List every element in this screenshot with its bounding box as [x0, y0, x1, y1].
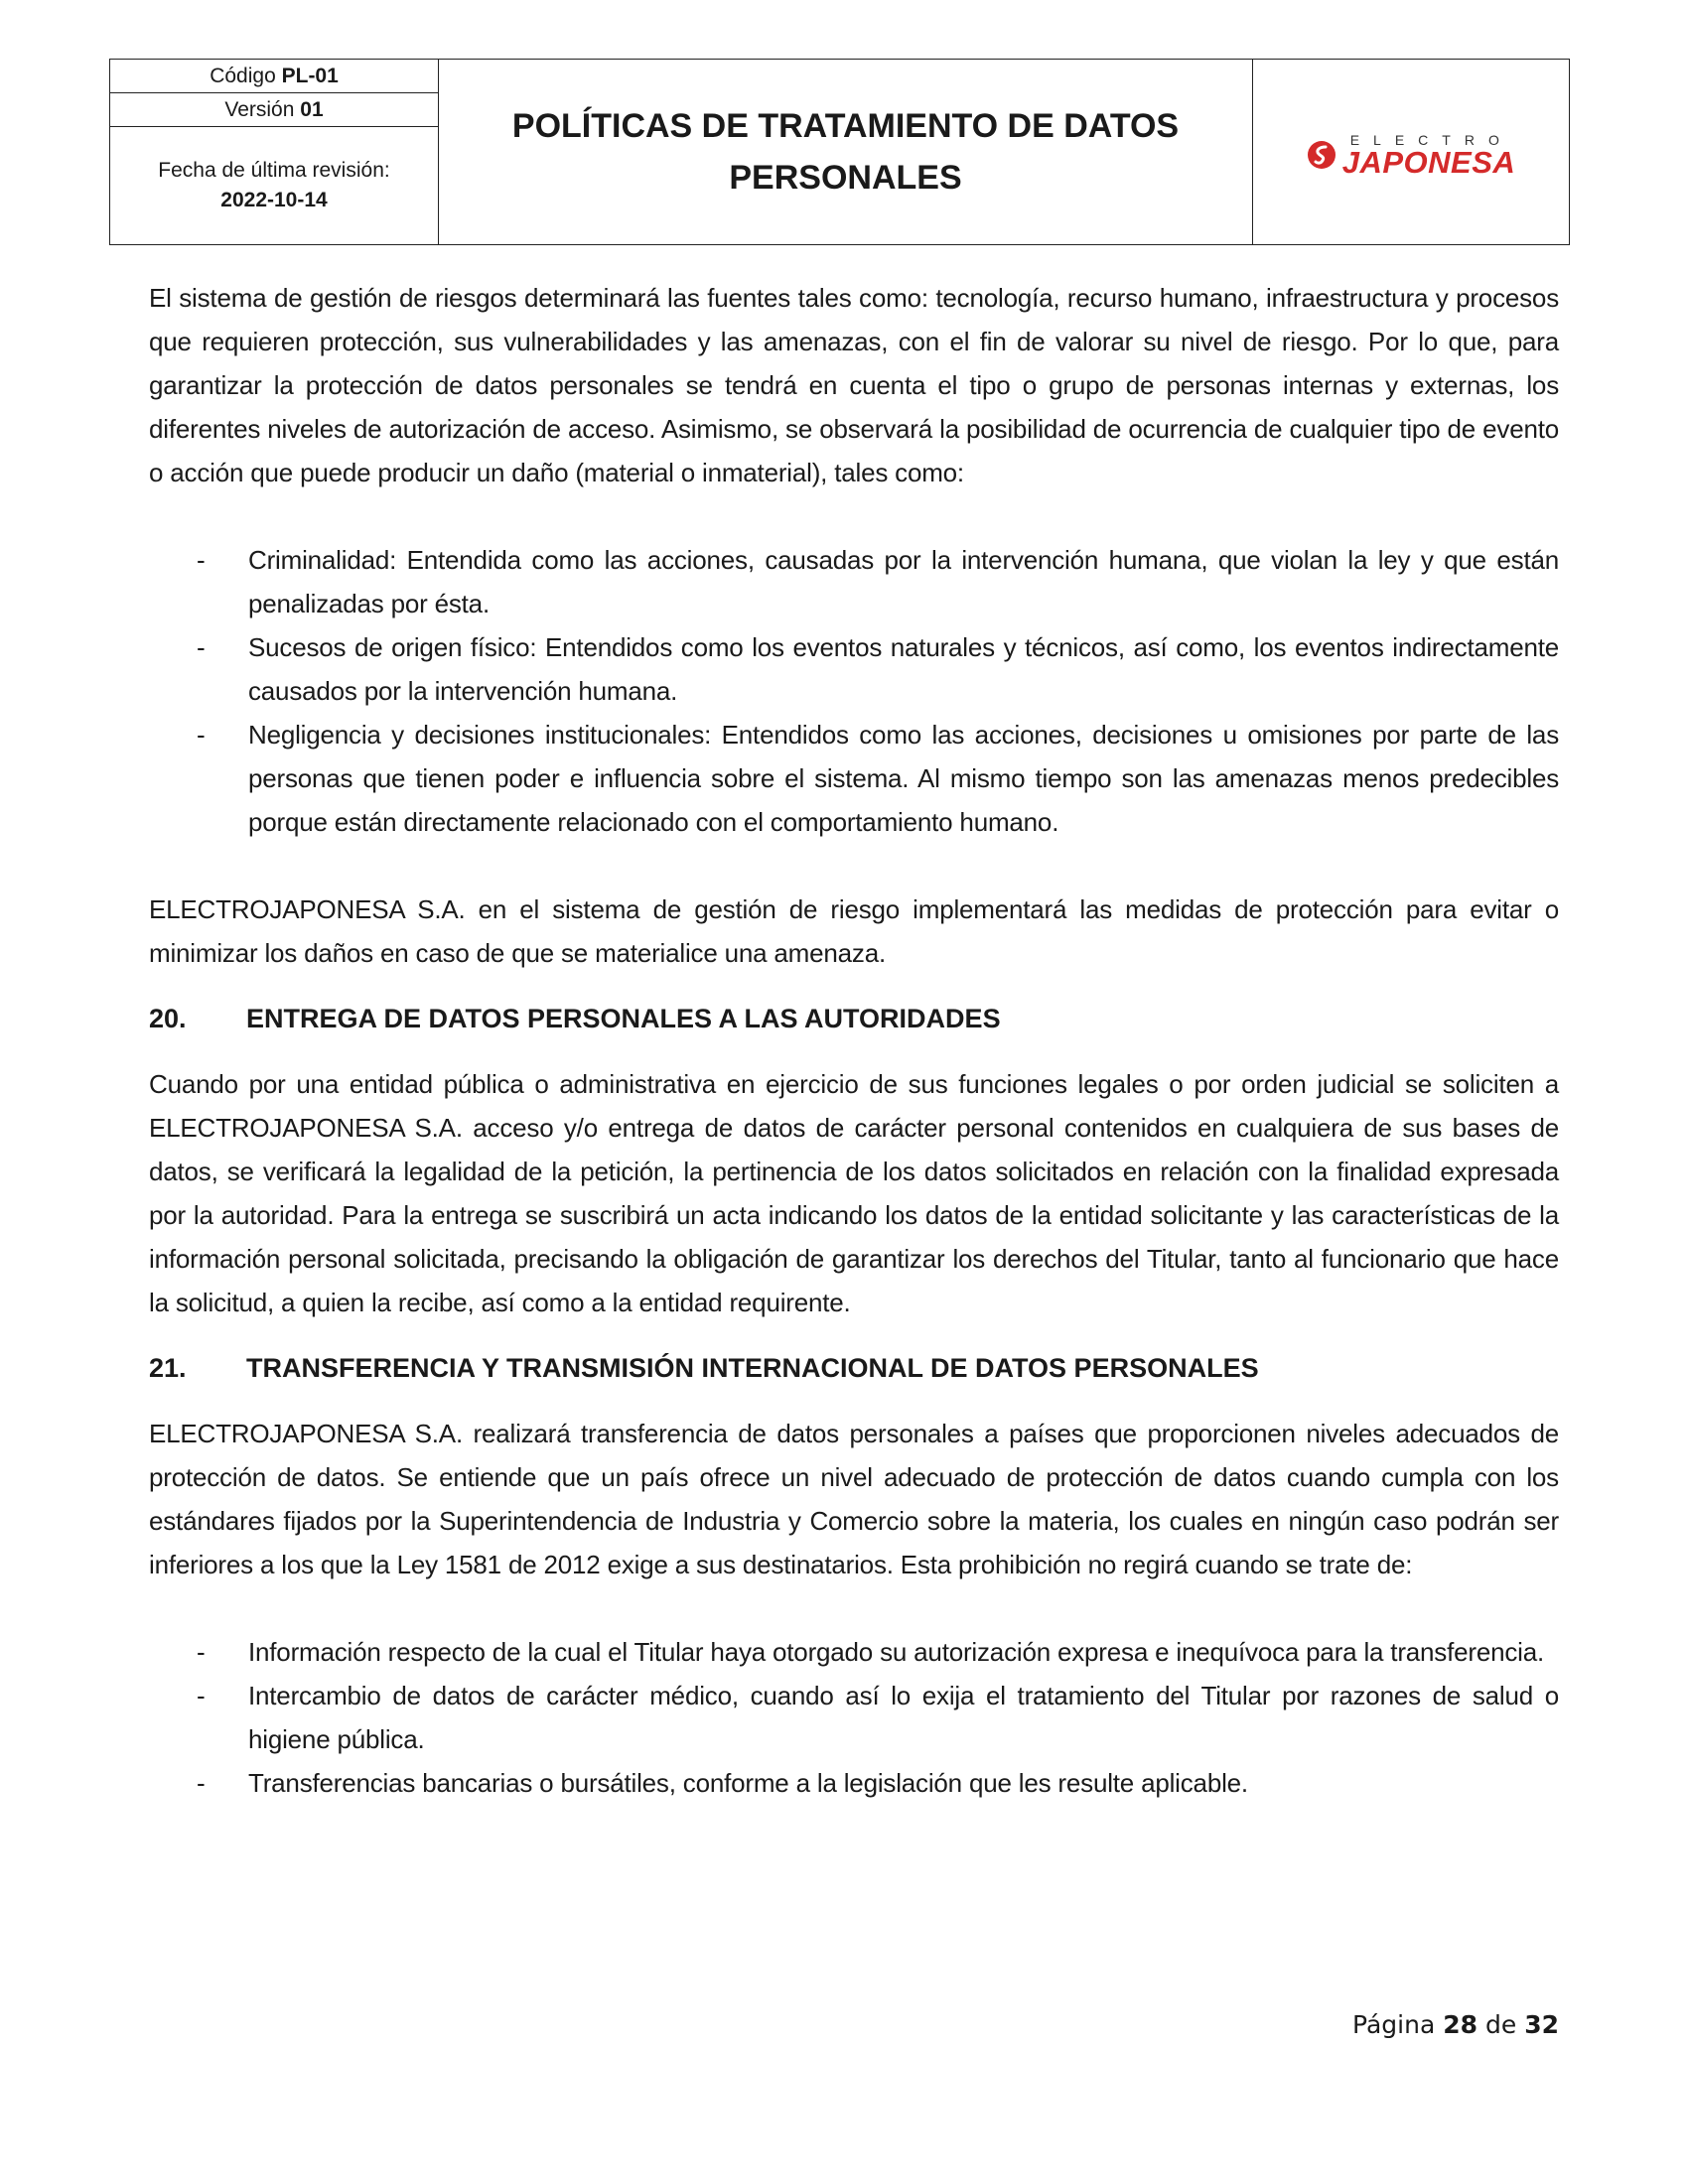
list-item: - Información respecto de la cual el Titular haya otorgado su autorización expresa e inequívoca para la transferencia.: [197, 1637, 1545, 1667]
section-title: TRANSFERENCIA Y TRANSMISIÓN INTERNACIONAL DE DATOS PERSONALES: [246, 1353, 1259, 1383]
logo-mark-icon: [1307, 140, 1336, 170]
version-value: 01: [300, 98, 324, 121]
revision-row: [110, 127, 438, 244]
company-logo: [1307, 132, 1516, 178]
list-item: - Sucesos de origen físico: Entendidos como los eventos naturales y técnicos, así como, los eventos indirectamente causados por la intervención humana.: [197, 632, 1559, 706]
title-line-1: POLÍTICAS DE TRATAMIENTO DE DATOS: [511, 107, 1180, 145]
logo-cell: [1253, 60, 1569, 244]
list-item: - Criminalidad: Entendida como las acciones, causadas por la intervención humana, que violan la ley y que están penalizadas por ésta.: [197, 545, 1559, 618]
of-label: de: [1485, 2010, 1517, 2039]
list-item: - Intercambio de datos de carácter médico, cuando así lo exija el tratamiento del Titular por razones de salud o higiene pública.: [197, 1681, 1559, 1754]
section-heading-21: [149, 1346, 1559, 1390]
section-number: 20.: [149, 1004, 187, 1033]
logo-bottom-text: JAPONESA: [1341, 145, 1516, 180]
version-row: [110, 93, 438, 127]
section-heading-20: [149, 997, 1559, 1040]
paragraph-risk-system: El sistema de gestión de riesgos determinará las fuentes tales como: tecnología, recurso humano, infraestructura y procesos que requieren protección, sus vulnerabilidades y las amenazas, con el fin de valorar su nivel de riesgo. Por lo que, para garantizar la protección de datos personales se tendrá en cuenta el tipo o grupo de personas internas y externas, los diferentes niveles de autorización de acceso. Asimismo, se observará la posibilidad de ocurrencia de cualquier tipo de evento o acción que puede producir un daño (material o inmaterial), tales como:: [149, 283, 1559, 487]
list-item: - Negligencia y decisiones institucionales: Entendidos como las acciones, decisiones u omisiones por parte de las personas que tienen poder e influencia sobre el sistema. Al mismo tiempo son las amenazas menos predecibles porque están directamente relacionado con el comportamiento humano.: [197, 720, 1559, 837]
page-total: 32: [1524, 2010, 1559, 2039]
paragraph-authorities: Cuando por una entidad pública o administrativa en ejercicio de sus funciones legales o por orden judicial se soliciten a ELECTROJAPONESA S.A. acceso y/o entrega de datos de carácter personal contenidos en cualquiera de sus bases de datos, se verificará la legalidad de la petición, la pertinencia de los datos solicitados en relación con la finalidad expresada por la autoridad. Para la entrega se suscribirá un acta indicando los datos de la entidad solicitante y las características de la información personal solicitada, precisando la obligación de garantizar los derechos del Titular, tanto al funcionario que hace la solicitud, a quien la recibe, así como a la entidad requirente.: [149, 1069, 1559, 1317]
revision-date: 2022-10-14: [220, 189, 328, 211]
page-number: [1352, 2010, 1559, 2039]
code-label: Código: [210, 65, 276, 87]
section-title: ENTREGA DE DATOS PERSONALES A LAS AUTORIDADES: [246, 1004, 1001, 1033]
logo-top-text: ELECTRO: [1349, 132, 1513, 148]
list-item: - Transferencias bancarias o bursátiles, conforme a la legislación que les resulte aplicable.: [197, 1768, 1248, 1798]
page-label: Página: [1352, 2010, 1436, 2039]
paragraph-international-transfer: ELECTROJAPONESA S.A. realizará transferencia de datos personales a países que proporcionen niveles adecuados de protección de datos. Se entiende que un país ofrece un nivel adecuado de protección de datos cuando cumpla con los estándares fijados por la Superintendencia de Industria y Comercio sobre la materia, los cuales en ningún caso podrán ser inferiores a los que la Ley 1581 de 2012 exige a sus destinatarios. Esta prohibición no regirá cuando se trate de:: [149, 1419, 1559, 1579]
revision-label: Fecha de última revisión:: [158, 159, 390, 182]
version-label: Versión: [224, 98, 295, 121]
document-body: [149, 276, 1559, 1805]
title-line-2: PERSONALES: [729, 159, 962, 197]
section-number: 21.: [149, 1353, 187, 1383]
document-title: [439, 60, 1253, 244]
threat-list: [149, 538, 1559, 844]
code-value: PL-01: [281, 65, 339, 87]
document-meta: [110, 60, 439, 244]
code-row: [110, 60, 438, 93]
paragraph-risk-measures: ELECTROJAPONESA S.A. en el sistema de gestión de riesgo implementará las medidas de protección para evitar o minimizar los daños en caso de que se materialice una amenaza.: [149, 894, 1559, 968]
exception-list: [149, 1630, 1559, 1805]
page-current: 28: [1443, 2010, 1478, 2039]
document-header: [109, 59, 1570, 245]
